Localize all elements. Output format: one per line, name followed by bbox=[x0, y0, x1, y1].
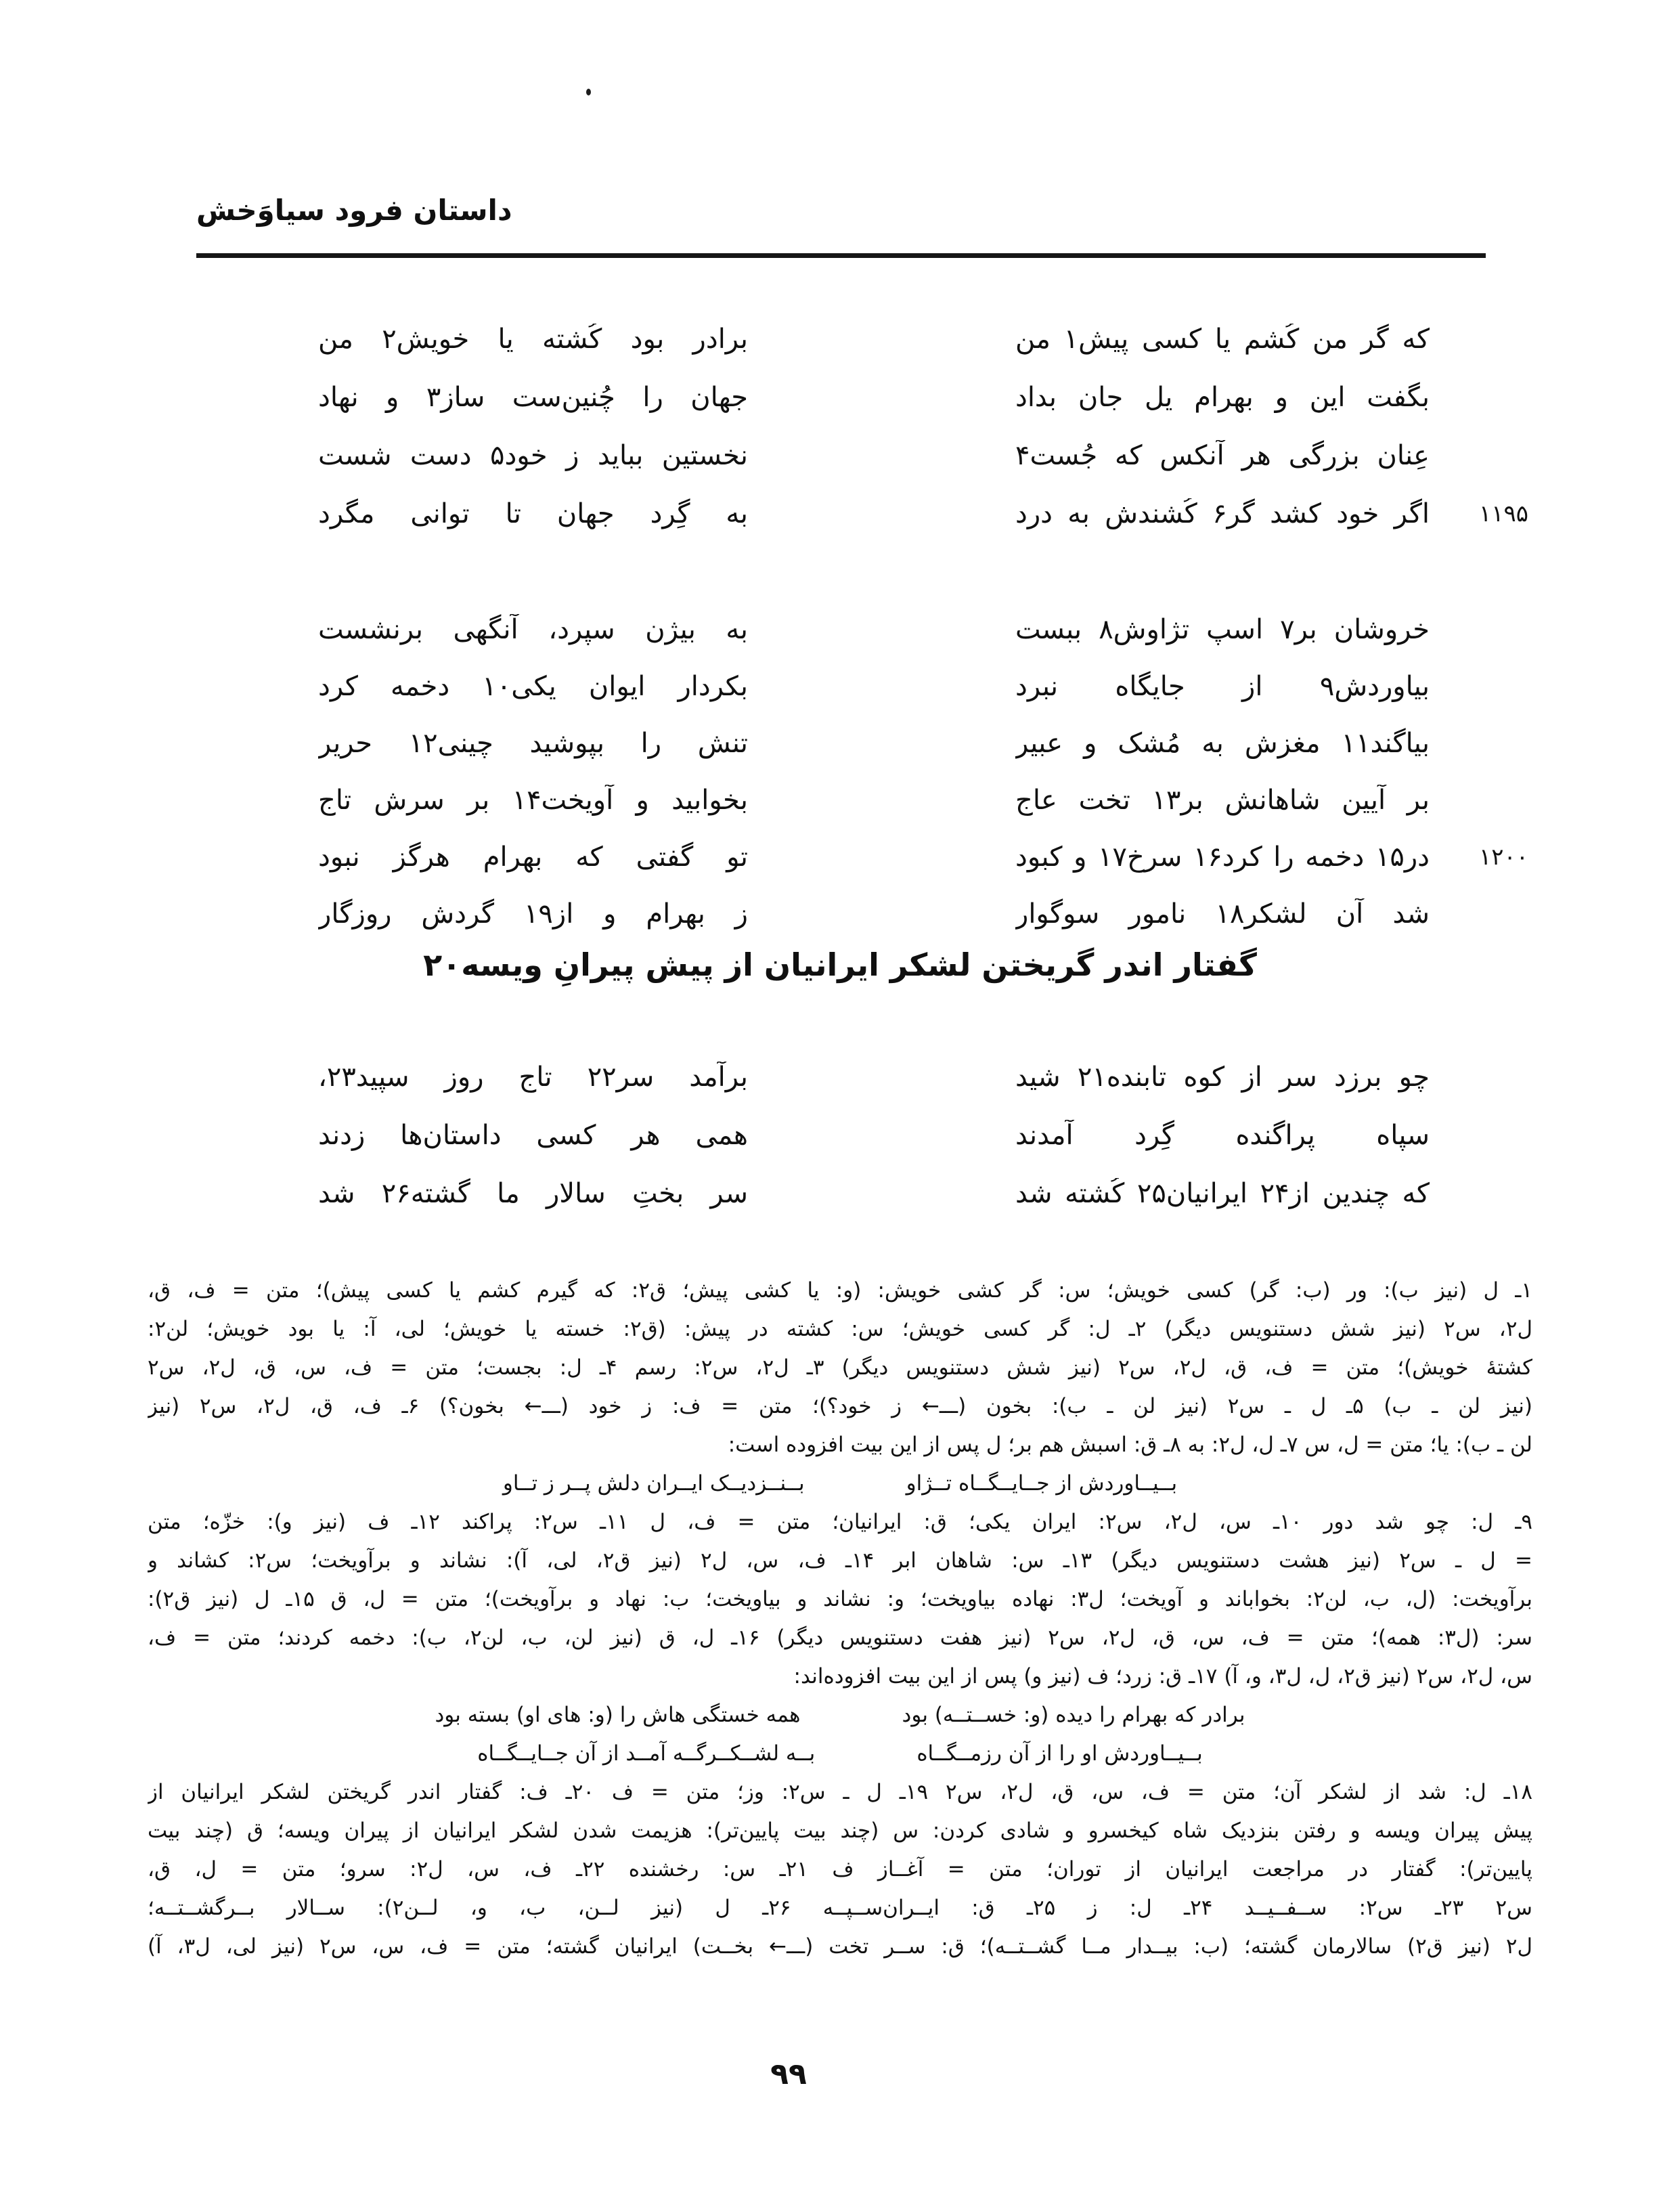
footnote-line: = ل ـ س۲ (نیز هشت دستنویس دیگر) ۱۳ـ س: شاهان ابر ۱۴ـ ف، س، ل۲ (نیز ق۲، لی، آ): نشاند و برآویخت؛ س۲: کشاند و bbox=[148, 1548, 1532, 1573]
hemistich-left: نخستین بباید ز خود۵ دست شست bbox=[318, 440, 748, 471]
hemistich-left: تنش را بپوشید چینی۱۲ حریر bbox=[318, 728, 748, 759]
hemistich-right: بر آیین شاهانش بر۱۳ تخت عاج bbox=[1015, 785, 1430, 816]
footnote-verse-right: برادر که بهرام را دیده (و: خســتــه) بود bbox=[902, 1703, 1245, 1727]
page-number: ۹۹ bbox=[770, 2057, 807, 2091]
couplet-row bbox=[318, 658, 1531, 715]
hemistich-right: بیاوردش۹ از جایگاه نبرد bbox=[1015, 671, 1430, 702]
hemistich-right: چو برزد سر از کوه تابنده۲۱ شید bbox=[1015, 1062, 1430, 1093]
footnote-line: کشتهٔ خویش)؛ متن = ف، ق، ل۲، س۲ (نیز شش دستنویس دیگر) ۳ـ ل۲، س۲: رسم ۴ـ ل: بجست؛ متن = ف، س، ق، ل۲، س۲ bbox=[148, 1355, 1532, 1380]
footnote-line: ۹ـ ل: چو شد دور ۱۰ـ س، ل۲، س۲: ایران یکی؛ ق: ایرانیان؛ متن = ف، ل ۱۱ـ س۲: پراکند ۱۲ـ ف (نیز و): خزّه؛ متن bbox=[148, 1510, 1532, 1534]
hemistich-left: بخوابید و آویخت۱۴ بر سرش تاج bbox=[318, 785, 748, 816]
couplet-row bbox=[318, 1106, 1531, 1164]
footnote-added-verse bbox=[148, 1735, 1532, 1773]
verse-number: ۱۱۹۵ bbox=[1478, 500, 1528, 527]
footnote-verse-left: بــنــزدیــک ایــران دلش پــر ز تــاو bbox=[502, 1471, 805, 1496]
couplet-row bbox=[318, 427, 1531, 485]
footnote-line: ل۲، س۲ (نیز شش دستنویس دیگر) ۲ـ ل: گر کسی خویش؛ س: کشته در پیش: (ق۲: خسته یا خویش؛ لی، آ: یا بود خویش؛ لن۲: bbox=[148, 1317, 1532, 1341]
footnote-verse-left: بــه لشــکــرگــه آمــد از آن جــایــگــاه bbox=[477, 1741, 816, 1766]
verse-number: ۱۲۰۰ bbox=[1478, 844, 1528, 871]
hemistich-right: که گر من کُشم یا کسی پیش۱ من bbox=[1015, 324, 1430, 355]
footnote-verse-right: بــیــاوردش او را از آن رزمــگــاه bbox=[916, 1741, 1203, 1766]
couplet-row bbox=[318, 601, 1531, 658]
verse-block-1 bbox=[318, 310, 1531, 543]
hemistich-right: در۱۵ دخمه را کرد۱۶ سرخ۱۷ و کبود bbox=[1015, 842, 1430, 873]
footnote-line: س۲ ۲۳ـ س۲: ســفــیــد ۲۴ـ ل: ز ۲۵ـ ق: ایــران‌ســپــه ۲۶ـ ل (نیز لــن، ب، و، لــن۲): ســالار بــرگشــتــه؛ bbox=[148, 1896, 1532, 1920]
hemistich-left: همی هر کسی داستان‌ها زدند bbox=[318, 1120, 748, 1151]
couplet-row bbox=[318, 310, 1531, 368]
hemistich-left: سرِ بختِ سالارِ ما گشته۲۶ شد bbox=[318, 1178, 748, 1209]
couplet-row bbox=[318, 829, 1531, 886]
footnote-line: لن ـ ب): یا؛ متن = ل، س ۷ـ ل، ل۲: به ۸ـ ق: اسبش هم بر؛ ل پس از این بیت افزوده است: bbox=[728, 1433, 1532, 1457]
critical-apparatus bbox=[148, 1271, 1532, 1966]
footnote-line: ۱ـ ل (نیز ب): ور (ب: گر) کسی خویش؛ س: گر کشی خویش: (و: یا کشی پیش؛ ق۲: که گیرم کشم یا کسی پیش)؛ متن = ف، ق، bbox=[148, 1278, 1532, 1303]
footnote-line: سر: (ل۳: همه)؛ متن = ف، س، ق، ل۲، س۲ (نیز هفت دستنویس دیگر) ۱۶ـ ل، ق (نیز لن، ب، لن۲، ب): دخمه کردند؛ متن = ف، bbox=[148, 1626, 1532, 1650]
hemistich-right: بیاگند۱۱ مغزش به مُشک و عبیر bbox=[1015, 728, 1430, 759]
hemistich-right: شد آن لشکر۱۸ نامور سوگوار bbox=[1015, 898, 1430, 930]
hemistich-left: تو گفتی که بهرام هرگز نبود bbox=[318, 842, 748, 873]
hemistich-right: بگفت این و بهرام یل جان بداد bbox=[1015, 382, 1430, 413]
footnote-added-verse bbox=[148, 1696, 1532, 1735]
footnote-line: پیش پیران ویسه و رفتن بنزدیک شاه کیخسرو و شادی کردن: س (چند بیت پایین‌تر): هزیمت شدن لشکر ایرانیان از پیران ویسه؛ ق (چند بیت bbox=[148, 1819, 1532, 1843]
couplet-row bbox=[318, 772, 1531, 829]
couplet-row bbox=[318, 715, 1531, 772]
hemistich-left: برادر بود کُشته یا خویش۲ من bbox=[318, 324, 748, 355]
hemistich-left: برآمد سرِ۲۲ تاجِ روزِ سپید۲۳، bbox=[318, 1062, 748, 1093]
couplet-row bbox=[318, 368, 1531, 427]
footnote-line: پایین‌تر): گفتار در مراجعت ایرانیان از توران؛ متن = آغــاز ف ۲۱ـ س: رخشنده ۲۲ـ ف، س، ل۲: سرو؛ متن = ل، ق، bbox=[148, 1857, 1532, 1881]
footnote-line: (نیز لن ـ ب) ۵ـ ل ـ س۲ (نیز لن ـ ب): بخون (ـــ← ز خود؟)؛ متن = ف: ز خود (ـــ← بخون؟) ۶ـ ف، ق، ل۲، س۲ (نیز bbox=[148, 1394, 1532, 1418]
footnote-line: ل۲ (نیز ق۲) سالارمان گشته؛ (ب: بیــدار مــا گشــتــه)؛ ق: ســر تخت (ـــ← بخــت) ایرانیان گشته؛ متن = ف، س، س۲ (نیز لی، ل۳، آ) bbox=[148, 1934, 1532, 1959]
hemistich-left: به گِرد جهان تا توانی مگرد bbox=[318, 498, 748, 529]
hemistich-left: بکردار ایوان یکی۱۰ دخمه کرد bbox=[318, 671, 748, 702]
hemistich-left: ز بهرام و از۱۹ گردش روزگار bbox=[318, 898, 748, 930]
footnote-line: برآویخت: (ل، ب، لن۲: بخواباند و آویخت؛ ل۳: نهاده بیاویخت؛ و: نشاند و بیاویخت؛ ب: نهاد و برآویخت)؛ متن = ل، ق ۱۵ـ ل (نیز ق۲): bbox=[148, 1587, 1532, 1611]
running-title: داستان فرود سیاوَخش bbox=[196, 194, 512, 227]
footnote-verse-left: همه خستگی هاش را (و: های او) بسته بود bbox=[435, 1703, 801, 1727]
hemistich-right: خروشان بر۷ اسپ تژاوش۸ ببست bbox=[1015, 614, 1430, 645]
couplet-row bbox=[318, 886, 1531, 942]
footnote-added-verse bbox=[148, 1464, 1532, 1503]
hemistich-right: عِنان بزرگی هر آنکس که جُست۴ bbox=[1015, 440, 1430, 471]
couplet-row bbox=[318, 1048, 1531, 1106]
header-rule bbox=[196, 253, 1486, 258]
footnote-verse-right: بــیــاوردش از جــایــگــاه تــژاو bbox=[906, 1471, 1178, 1496]
ink-speck bbox=[586, 89, 591, 95]
verse-block-3 bbox=[318, 1048, 1531, 1223]
footnote-line: ۱۸ـ ل: شد از لشکر آن؛ متن = ف، س، ق، ل۲، س۲ ۱۹ـ ل ـ س۲: وز؛ متن = ف ۲۰ـ ف: گفتار اندر گریختن لشکر ایرانیان از bbox=[148, 1780, 1532, 1804]
footnote-line: س، ل۲، س۲ (نیز ق۲، ل، ل۳، و، آ) ۱۷ـ ق: زرد؛ ف (نیز و) پس از این بیت افزوده‌اند: bbox=[793, 1664, 1532, 1689]
section-heading: گفتار اندر گریختن لشکر ایرانیان از پیش پیرانِ ویسه۲۰ bbox=[423, 946, 1257, 983]
hemistich-right: که چندین از۲۴ ایرانیان۲۵ کُشته شد bbox=[1015, 1178, 1430, 1209]
hemistich-left: جهان را چُنین‌ست ساز۳ و نهاد bbox=[318, 382, 748, 413]
hemistich-left: به بیژن سپرد، آنگهی برنشست bbox=[318, 614, 748, 645]
couplet-row bbox=[318, 485, 1531, 543]
hemistich-right: سپاه پراگنده گِرد آمدند bbox=[1015, 1120, 1430, 1151]
hemistich-right: اگر خود کشد گر۶ کُشندش به درد bbox=[1015, 498, 1430, 529]
couplet-row bbox=[318, 1164, 1531, 1223]
verse-block-2 bbox=[318, 601, 1531, 942]
